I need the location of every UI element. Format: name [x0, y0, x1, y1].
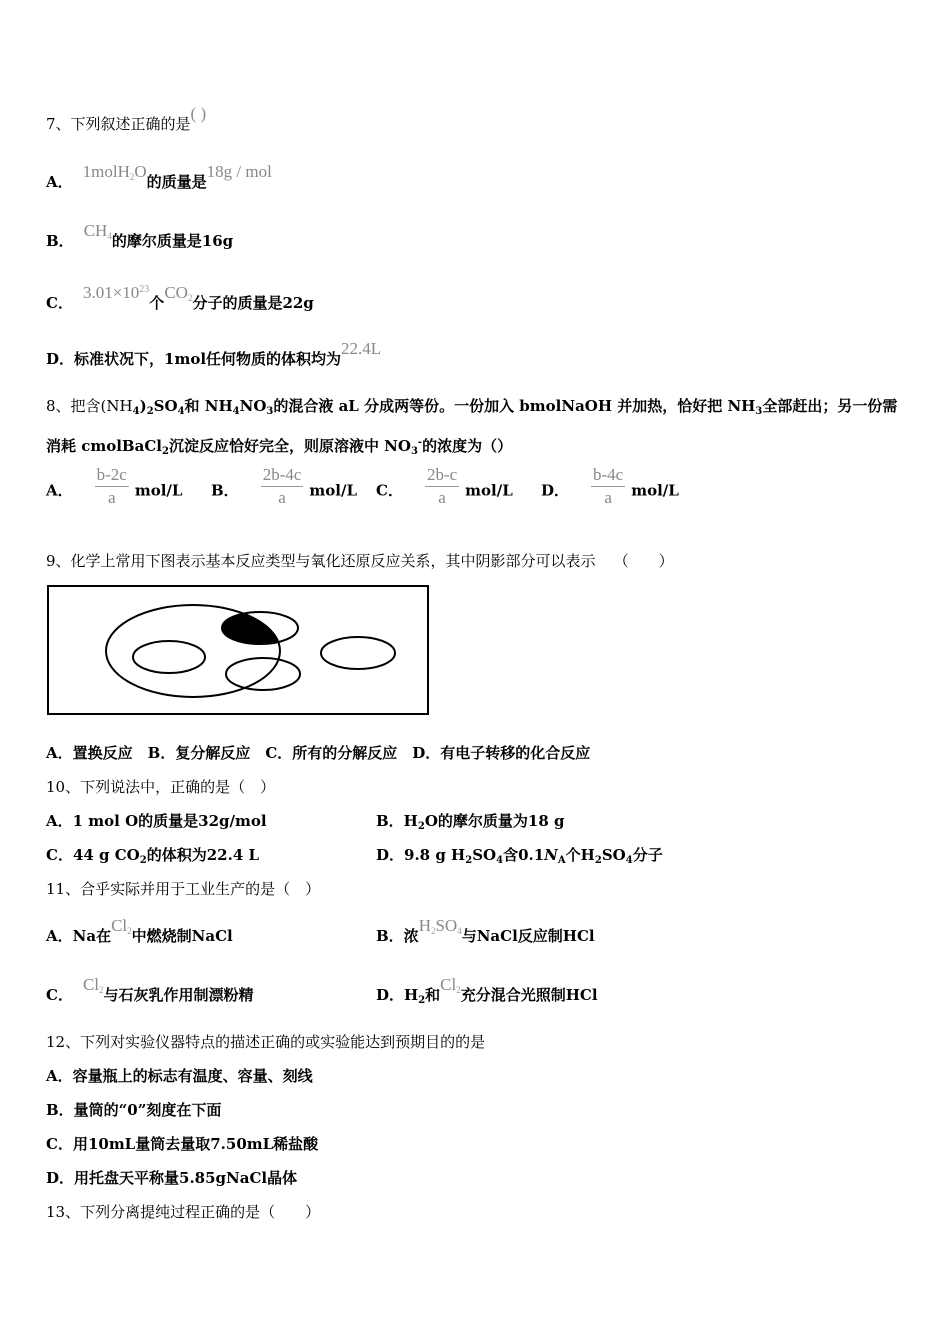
q12-option-b: B．量筒的“0”刻度在下面: [46, 1101, 222, 1119]
q12-stem: 12、下列对实验仪器特点的描述正确的或实验能达到预期目的的是: [46, 1033, 486, 1051]
diagram-frame: [48, 586, 428, 714]
q11-option-b: B．浓H2SO4与NaCl反应制HCl: [376, 916, 595, 945]
q12-option-a: A．容量瓶上的标志有温度、容量、刻线: [46, 1067, 313, 1085]
q10-option-b: B．$H_2O$的摩尔质量为18 g: [376, 812, 565, 832]
q10-option-d: D．9.8 g $H_2SO_4$含$0.1N_A$个$H_2SO_4$分子: [376, 846, 663, 866]
q7-stem: 7、下列叙述正确的是( ): [46, 104, 207, 133]
q8-stem-line1: 8、把含$(NH_4)_2SO_4$和 $NH_4NO_3$的混合液 aL 分成两等份。一份加入 bmolNaOH 并加热，恰好把 $NH_3$全部赶出；另一份需: [46, 397, 898, 417]
q8-stem-line2: 消耗 cmolBaCl$_2$沉淀反应恰好完全，则原溶液中 $NO_3^-$的浓度为（）: [46, 437, 513, 457]
q7-option-c: C．$3.01\times 10^{23}$个CO2分子的质量是22g: [46, 283, 314, 312]
q10-option-a: A．1 mol O的质量是32g/mol: [46, 812, 267, 830]
q12-option-d: D．用托盘天平称量5.85gNaCl晶体: [46, 1169, 298, 1187]
q10-option-c: C．44 g $CO_2$的体积为22.4 L: [46, 846, 260, 866]
q8-option-b: B． $\frac{2b-4c}{a}$ mol/L: [211, 465, 358, 507]
q12-option-c: C．用10mL量筒去量取7.50mL稀盐酸: [46, 1135, 319, 1153]
q7-option-b: B．CH4的摩尔质量是16g: [46, 221, 234, 250]
fraction: $\frac{2b-c}{a}$: [426, 465, 458, 507]
q13-stem: 13、下列分离提纯过程正确的是（ ）: [46, 1203, 321, 1221]
q7-option-d: D．标准状况下，1mol任何物质的体积均为22.4L: [46, 339, 382, 368]
fraction: $\frac{b-2c}{a}$: [96, 465, 127, 507]
q9-stem: 9、化学上常用下图表示基本反应类型与氧化还原反应关系，其中阴影部分可以表示 （ ）: [46, 552, 674, 570]
q8-option-d: D． $\frac{b-4c}{a}$ mol/L: [541, 465, 679, 507]
q11-option-a: A．Na在Cl2中燃烧制NaCl: [46, 916, 233, 945]
q9-options: A．置换反应 B．复分解反应 C．所有的分解反应 D．有电子转移的化合反应: [46, 744, 591, 762]
q8-option-a: A． $\frac{b-2c}{a}$ mol/L: [46, 465, 183, 507]
q7-blank-mark: ( ): [190, 104, 207, 123]
fraction: $\frac{b-4c}{a}$: [593, 465, 624, 507]
q8-option-c: C． $\frac{2b-c}{a}$ mol/L: [376, 465, 513, 507]
displacement-ellipse: [133, 641, 205, 673]
decomposition-ellipse: [226, 658, 300, 690]
q11-stem: 11、合乎实际并用于工业生产的是（ ）: [46, 880, 321, 898]
fraction: $\frac{2b-4c}{a}$: [262, 465, 302, 507]
double-displacement-ellipse: [321, 637, 395, 669]
q7-option-a: A．1molH2O的质量是18g / mol: [46, 162, 272, 191]
venn-diagram: [47, 585, 431, 717]
q11-option-c: C．Cl2与石灰乳作用制漂粉精: [46, 975, 254, 1004]
q11-option-d: D．$H_2$和Cl2充分混合光照制HCl: [376, 975, 598, 1006]
q10-stem: 10、下列说法中，正确的是（ ）: [46, 778, 276, 796]
